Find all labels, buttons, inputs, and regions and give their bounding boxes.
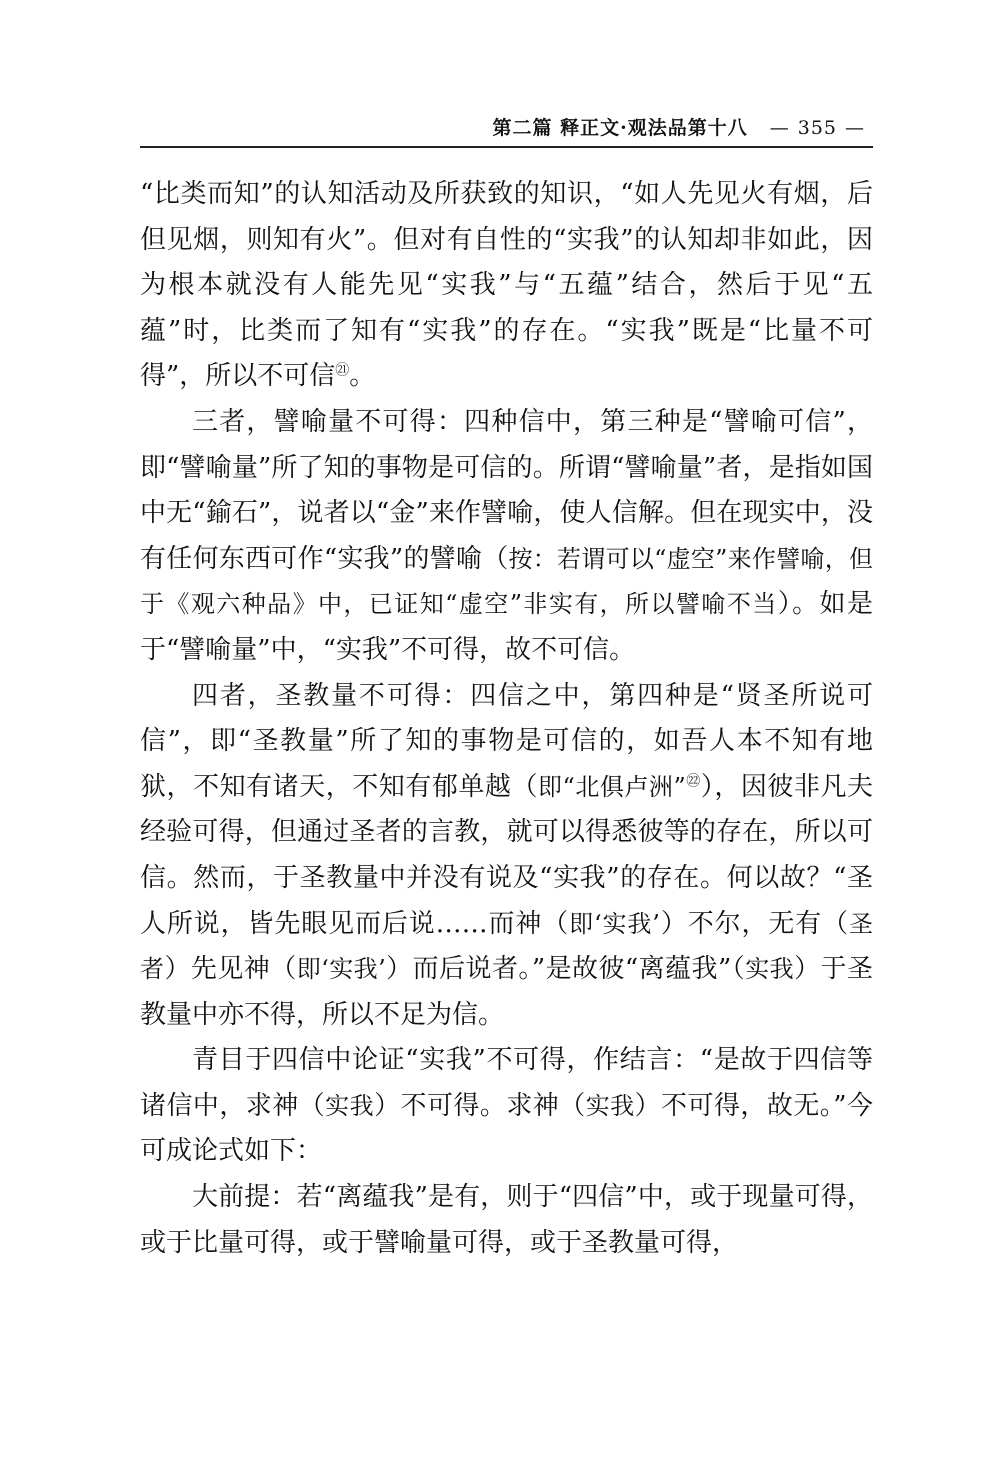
paragraph-text: ）先见神（	[164, 954, 297, 985]
paragraph-text: ）而后说者。”是故彼“离蕴我”（	[385, 954, 746, 985]
paragraph-text: 。	[349, 361, 376, 392]
body-text	[140, 172, 873, 1266]
paragraph-1	[140, 172, 873, 400]
annotation-text: 即“北俱卢洲”	[537, 772, 686, 801]
paragraph-text: ）不可得。求神（	[374, 1090, 586, 1121]
annotation-text: 即‘实我’	[569, 909, 660, 938]
paragraph-text: ）不尔，无有（	[659, 908, 849, 939]
annotation-text: 按：若谓可以“虚空”来作譬喻，但于《观六种品》中，已证知“虚空”非实有，所以譬喻不当	[140, 544, 873, 619]
paragraph-2	[140, 400, 873, 674]
annotation-text: 实我	[585, 1091, 635, 1120]
paragraph-3	[140, 674, 873, 1039]
paragraph-text: 四者，圣教量不可得：四信之中，第四种是“贤圣所说可信”，即“圣教量”所了知的事物是可信的，如吾人本不知有地狱，不知有诸天，不知有郁单越（	[140, 680, 873, 802]
running-head-dash-left: —	[769, 117, 790, 139]
annotation-text: 即‘实我’	[296, 955, 386, 984]
paragraph-text: ）不可得，故无。”今可成论式如下：	[140, 1090, 873, 1167]
paragraph-text: 大前提：若“离蕴我”是有，则于“四信”中，或于现量可得，或于比量可得，或于譬喻量可得，或于圣教量可得，	[140, 1182, 873, 1258]
paragraph-text: 青目于四信中论证“实我”不可得，作结言：“是故于四信等诸信中，求神（	[140, 1045, 873, 1121]
paragraph-text: 三者，譬喻量不可得：四种信中，第三种是“譬喻可信”，即“譬喻量”所了知的事物是可信的。所谓“譬喻量”者，是指如国中无“鍮石”，说者以“金”来作譬喻，使人信解。但在现实中，没有任何东西可作“实我”的譬喻（	[140, 406, 873, 574]
running-head-title: 第二篇 释正文·观法品第十八	[492, 117, 748, 139]
paragraph-text: ）于圣教量中亦不得，所以不足为信。	[140, 954, 873, 1030]
annotation-text: 实我	[745, 955, 795, 984]
paragraph-4	[140, 1038, 873, 1175]
page-number: 355	[797, 117, 837, 139]
paragraph-text: ）。如是于“譬喻量”中，“实我”不可得，故不可信。	[140, 589, 873, 665]
paragraph-text: “比类而知”的认知活动及所获致的知识，“如人先见火有烟，后但见烟，则知有火”。但对有自性的“实我”的认知却非如此，因为根本就没有人能先见“实我”与“五蕴”结合，然后于见“五蕴”时，比类而了知有“实我”的存在。“实我”既是“比量不可得”，所以不可信	[140, 179, 873, 392]
annotation-text: 实我	[325, 1091, 375, 1120]
running-head	[140, 112, 873, 148]
running-head-dash-right: —	[845, 117, 865, 139]
paragraph-text: ），因彼非凡夫经验可得，但通过圣者的言教，就可以得悉彼等的存在，所以可信。然而，于圣教量中并没有说及“实我”的存在。何以故？“圣人所说，皆先眼见而后说……而神（	[140, 771, 873, 939]
annotation-text: 圣者	[140, 909, 873, 984]
footnote-ref-21[interactable]: ㉑	[335, 362, 350, 379]
footnote-ref-22[interactable]: ㉒	[685, 773, 701, 790]
paragraph-5	[140, 1175, 873, 1266]
